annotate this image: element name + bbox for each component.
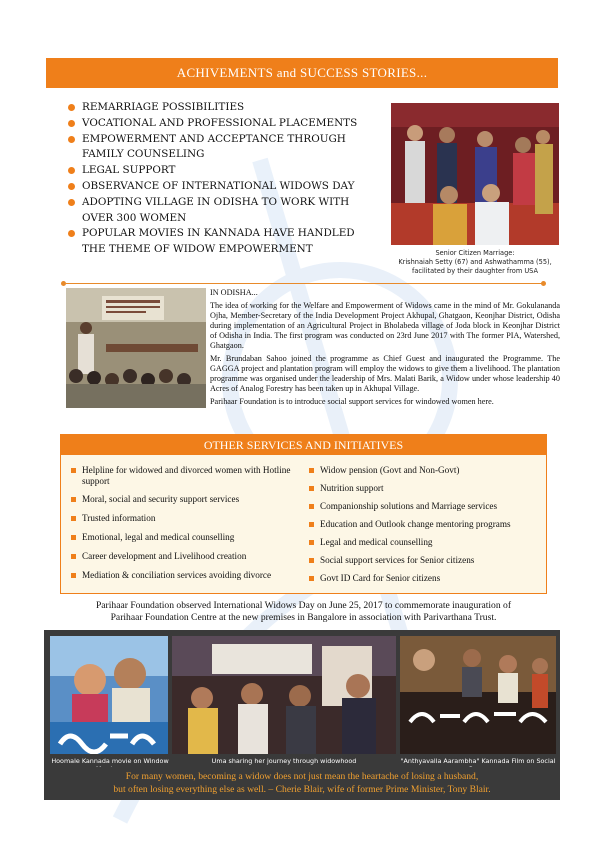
bullet-icon	[71, 497, 76, 502]
uma-event-photo	[172, 636, 396, 754]
bullet-icon	[309, 576, 314, 581]
services-list-left	[71, 465, 303, 581]
anthyavalla-aarambha-poster	[400, 636, 556, 754]
list-item: Emotional, legal and medical counselling	[71, 532, 303, 543]
list-item: ADOPTING VILLAGE IN ODISHA TO WORK WITH OVER 300 WOMEN	[68, 195, 378, 227]
odisha-paragraph: Parihaar Foundation is to introduce social support services for windowed women here.	[210, 397, 494, 406]
bullet-icon	[309, 540, 314, 545]
list-item: Legal and medical counselling	[309, 537, 545, 548]
achievements-list	[68, 100, 378, 258]
list-item: VOCATIONAL AND PROFESSIONAL PLACEMENTS	[68, 116, 378, 132]
bullet-icon	[71, 516, 76, 521]
odisha-paragraph: The idea of working for the Welfare and Empowerment of Widows came in the mind of Mr. Gokulananda Ojha, Member-Secretary of the India Development Project Akhupal, Ghatgaon, Keonjhar District, Odisha during implementation of an Agricultural Project in Bholabeda village of Joda block in Keonjhar District of Odisha in India. The first program was conducted on 23rd June 2017 with The former PIA, Watershed, Ghatgaon.	[210, 301, 560, 350]
section-divider	[66, 283, 542, 284]
bullet-icon	[68, 104, 75, 111]
list-item: Widow pension (Govt and Non-Govt)	[309, 465, 545, 476]
services-list-right	[309, 465, 545, 584]
list-item: Trusted information	[71, 513, 303, 524]
senior-citizen-marriage-photo	[391, 103, 559, 245]
list-item: Social support services for Senior citizens	[309, 555, 545, 566]
bullet-icon	[309, 486, 314, 491]
hoomale-movie-poster	[50, 636, 168, 754]
bullet-icon	[309, 504, 314, 509]
list-item: REMARRIAGE POSSIBILITIES	[68, 100, 378, 116]
list-item: Govt ID Card for Senior citizens	[309, 573, 545, 584]
list-item: POPULAR MOVIES IN KANNADA HAVE HANDLED THE THEME OF WIDOW EMPOWERMENT	[68, 226, 378, 258]
caption-anthyavalla: "Anthyavalla Aarambha" Kannada Film on Social	[400, 757, 556, 765]
services-panel	[60, 434, 547, 594]
bullet-icon	[68, 183, 75, 190]
services-title: OTHER SERVICES AND INITIATIVES	[61, 435, 546, 455]
bullet-icon	[71, 573, 76, 578]
cherie-blair-quote: For many women, becoming a widow does not just mean the heartache of losing a husband, but often losing everything else as well. – Cherie Blair, wife of former Prime Minister, Tony Blair.	[44, 767, 560, 800]
odisha-paragraph: Mr. Brundaban Sahoo joined the programme as Chief Guest and inaugurated the Programme. The GAGGA project and plantation program will employ the widows to give them a livelihood. The plantation programme was organised under the leadership of Mrs. Malati Barik, a Widow under whose leadership 40 Acres of Analog Forestry has been taken up in Akhupal Village.	[210, 354, 560, 393]
bullet-icon	[68, 136, 75, 143]
bullet-icon	[309, 468, 314, 473]
bullet-icon	[71, 554, 76, 559]
bullet-icon	[71, 535, 76, 540]
divider-dot	[541, 281, 546, 286]
list-item: Moral, social and security support services	[71, 494, 303, 505]
list-item: Helpline for widowed and divorced women with Hotline support	[71, 465, 303, 487]
bullet-icon	[68, 199, 75, 206]
caption-uma: Uma sharing her journey through widowhood	[211, 757, 357, 765]
list-item: Mediation & conciliation services avoiding divorce	[71, 570, 303, 581]
odisha-heading: IN ODISHA...	[210, 288, 258, 297]
bullet-icon	[68, 167, 75, 174]
list-item: LEGAL SUPPORT	[68, 163, 378, 179]
widows-day-announcement: Parihaar Foundation observed International Widows Day on June 25, 2017 to commemorate inauguration of Parihaar Foundation Centre at the new premises in Bangalore in association with Parivarthana Trust.	[95, 600, 512, 623]
achievements-header: ACHIVEMENTS and SUCCESS STORIES...	[46, 58, 558, 88]
list-item: OBSERVANCE OF INTERNATIONAL WIDOWS DAY	[68, 179, 378, 195]
bullet-icon	[71, 468, 76, 473]
list-item: Career development and Livelihood creation	[71, 551, 303, 562]
bullet-icon	[68, 120, 75, 127]
bullet-icon	[309, 558, 314, 563]
bullet-icon	[68, 230, 75, 237]
bullet-icon	[309, 522, 314, 527]
odisha-event-photo	[66, 288, 206, 408]
list-item: Nutrition support	[309, 483, 545, 494]
list-item: Companionship solutions and Marriage services	[309, 501, 545, 512]
list-item: Education and Outlook change mentoring programs	[309, 519, 545, 530]
odisha-section	[210, 288, 560, 410]
photo-caption: Senior Citizen Marriage: Krishnaiah Setty (67) and Ashwathamma (55), facilitated by their daughter from USA	[398, 249, 552, 275]
list-item: EMPOWERMENT AND ACCEPTANCE THROUGH FAMILY COUNSELING	[68, 132, 378, 164]
caption-hoomale: Hoomale Kannada movie on Window	[51, 757, 169, 765]
